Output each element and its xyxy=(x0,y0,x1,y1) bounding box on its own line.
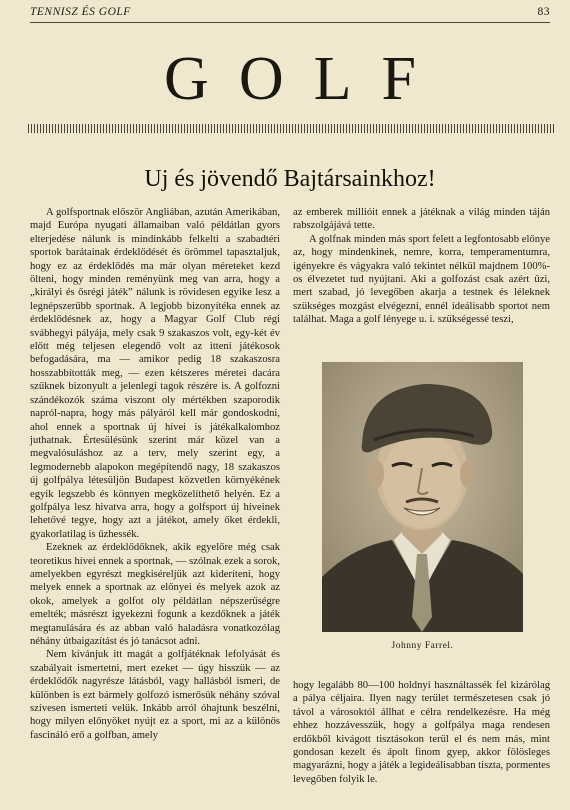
header-rule xyxy=(30,22,550,23)
page-number: 83 xyxy=(537,6,550,18)
article-title: Uj és jövendő Bajtársainkhoz! xyxy=(144,166,436,192)
portrait-illustration xyxy=(322,362,523,632)
portrait-photo xyxy=(322,362,523,632)
section-title: GOLF xyxy=(164,45,446,113)
photo-caption: Johnny Farrel. xyxy=(391,641,454,651)
paragraph: az emberek millióit ennek a játéknak a világ minden táján rabszolgájává tette. xyxy=(293,207,550,232)
paragraph: A golfnak minden más sport felett a legfontosabb előnye az, hogy mindenkinek, nemre, korra, temperamentumra, igényekre és vágyakra való tekintet nélkül majdnem 100%-os élvezetet tud nyújtani. Aki a golfozást csak azért űzi, mert szabad, jó levegőben akarja a testnek és léleknek szükséges mozgást elvégezni, ennél ideálisabb sportot nem találhat. Maga a golf lényege u. i. szükségessé teszi, xyxy=(293,233,550,326)
decorative-hatch-band xyxy=(28,124,554,133)
paragraph: A golfsportnak először Angliában, azután Amerikában, majd Európa nyugati államaiban való példátlan gyors elterjedése nálunk is mindinkább felkelti a szabadtéri sportok barátainak érdeklődését és örömmel tapasztaljuk, hogy ez az érdeklődés ma már olyan méreteket kezd ölteni, hogy minden reményünk meg van arra, hogy a „királyi és ősrégi játék” nálunk is rövidesen egyike lesz a legnépszerűbb sportnak. A legjobb bizonyítéka ennek az érdeklődésnek az, hogy a Magyar Golf Club régi svábhegyi pályája, mely csak 9 szakaszos volt, egy-két év előtt még teljesen elegendő volt az itteni játékosok befogadására, ma — amikor pedig 18 szakaszosra hosszabbították meg, — ezen kétszeres méretei dacára szűknek bizonyult a jelenlegi tagok részére is. A golfozni szándékozók száma viszont oly mértékben szaporodik napról-napra, hogy más pályáról kell már gondoskodni, ahol ennek a sportnak új hívei is játékalkalomhoz juthatnak. Értesülésünk szerint már közel van a megvalósuláshoz az a terv, mely szerint egy, a legmodernebb alapokon megépítendő nagy, 18 szakaszos új golfpálya létesüljön Budapest közvetlen környékének egyik legszebb és könnyen megközelíthető helyén. Ez a golfpálya lesz hivatva arra, hogy a golfsport új híveinek lehetővé tegye, hogy azt a játékot, amely őket érdekli, gyakorlatilag is űzhessék. xyxy=(30,207,280,540)
article-column-right-bottom xyxy=(293,679,550,786)
paragraph: Nem kívánjuk itt magát a golfjátéknak lefolyását és szabályait ismertetni, mert ezeket — úgy hisszük — az érdeklődők nagyrésze látásból, vagy hallásból ismeri, de különben is ezt bármely golfozó ismerősük néhány szóval szívesen ismerteti velük. Inkább arról óhajtunk beszélni, hogy milyen előnyöket nyújt ez a sport, mi az a különös fascináló erő a golfban, amely xyxy=(30,649,280,741)
paragraph: hogy legalább 80—100 holdnyi használtassék fel kizárólag a pálya céljaira. Ilyen nagy terület természetesen csak jó távol a városoktól állhat e célra rendelkezésre. Ha még ehhez hozzávesszük, hogy a golfpálya maga rendesen erdőkből kivágott tisztásokon terül el és nem más, mint gondosan kezelt és ápolt finom gyep, akkor fölösleges magyarázni, hogy a játék a legideálisabban tiszta, pormentes levegőben folyik le. xyxy=(293,680,550,785)
running-header xyxy=(30,6,550,22)
article-column-left xyxy=(30,206,280,742)
running-title: TENNISZ ÉS GOLF xyxy=(30,6,131,18)
article-column-right-top xyxy=(293,206,550,327)
paragraph: Ezeknek az érdeklődőknek, akik egyelőre még csak teoretikus hívei ennek a sportnak, — szólnak ezek a sorok, amelyekben egyrészt megkiséreljük azt kideríteni, hogy melyek ennek a sportnak az előnyei és melyek azok az okok, amelyek a golfot oly példátlan népszerűségre emelték; másrészt igyekezni fogunk a kezdőknek a játék megtanulására és az abban való haladásra vonatkozólag néhány útbaigazítást és jó tanácsot adni. xyxy=(30,542,280,647)
